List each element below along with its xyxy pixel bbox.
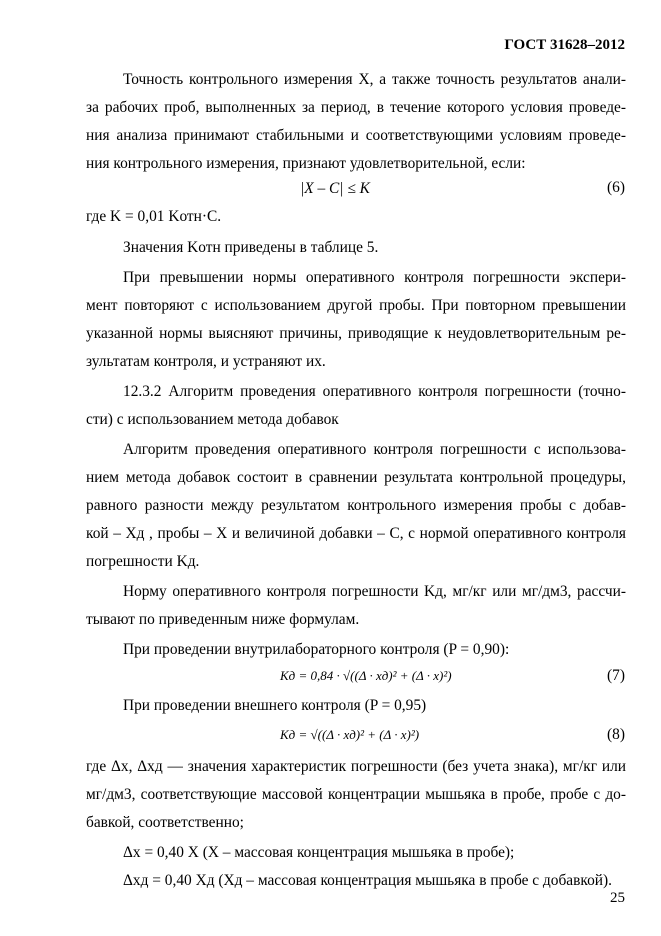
text-line: При проведении внешнего контроля (P = 0,95) [123, 697, 427, 714]
text-line: нием метода добавок состоит в сравнении результата контрольной процедуры, [86, 469, 626, 486]
equation-number: (7) [607, 667, 625, 684]
text-line: Δxд = 0,40 Xд (Xд – массовая концентрация мышьяка в пробе с добавкой). [123, 872, 612, 889]
page-number: 25 [610, 890, 625, 906]
equation-6: |X – C| ≤ K [300, 180, 370, 197]
equation-number: (6) [607, 179, 625, 196]
text-line: сти) с использованием метода добавок [86, 411, 339, 428]
text-line: Значения Kотн приведены в таблице 5. [123, 239, 379, 256]
text-line: где K = 0,01 Kотн·C. [86, 208, 222, 225]
text-line: Алгоритм проведения оперативного контроля погрешности с использова- [123, 441, 626, 458]
text-line: за рабочих проб, выполненных за период, в течение которого условия проведе- [86, 99, 626, 116]
text-line: погрешности Kд. [86, 553, 200, 570]
text-line: мент повторяют с использованием другой пробы. При повторном превышении [86, 297, 626, 314]
text-line: тывают по приведенным ниже формулам. [86, 611, 360, 628]
text-line: При превышении нормы оперативного контроля погрешности экспери- [123, 269, 626, 286]
text-line: мг/дм3, соответствующие массовой концентрации мышьяка в пробе, пробе с до- [86, 786, 626, 803]
equation-number: (8) [607, 726, 625, 743]
text-line: Норму оперативного контроля погрешности Kд, мг/кг или мг/дм3, рассчи- [123, 583, 626, 600]
text-line: указанной нормы выясняют причины, приводящие к неудовлетворительным ре- [86, 325, 626, 342]
text-line: При проведении внутрилабораторного контроля (P = 0,90): [123, 641, 510, 658]
text-line: ния контрольного измерения, признают удовлетворительной, если: [86, 155, 526, 172]
text-line: Точность контрольного измерения X, а также точность результатов анали- [123, 71, 626, 88]
equation-7: Kд = 0,84 · √((Δ · xд)² + (Δ · x)²) [280, 668, 452, 683]
text-line: где Δx, Δxд — значения характеристик погрешности (без учета знака), мг/кг или [86, 758, 626, 775]
document-header: ГОСТ 31628–2012 [504, 37, 625, 53]
text-line: Δx = 0,40 X (X – массовая концентрация мышьяка в пробе); [123, 844, 515, 861]
text-line: равного разности между результатом контрольного измерения пробы с добав- [86, 497, 626, 514]
text-line: бавкой, соответственно; [86, 814, 244, 831]
text-line: 12.3.2 Алгоритм проведения оперативного контроля погрешности (точно- [123, 383, 626, 400]
text-line: зультатам контроля, и устраняют их. [86, 353, 326, 370]
equation-8: Kд = √((Δ · xд)² + (Δ · x)²) [280, 727, 420, 742]
text-line: кой – Xд , пробы – X и величиной добавки – C, с нормой оперативного контроля [86, 525, 626, 542]
text-line: ния анализа принимают стабильными и соответствующими условиям проведе- [86, 127, 626, 144]
